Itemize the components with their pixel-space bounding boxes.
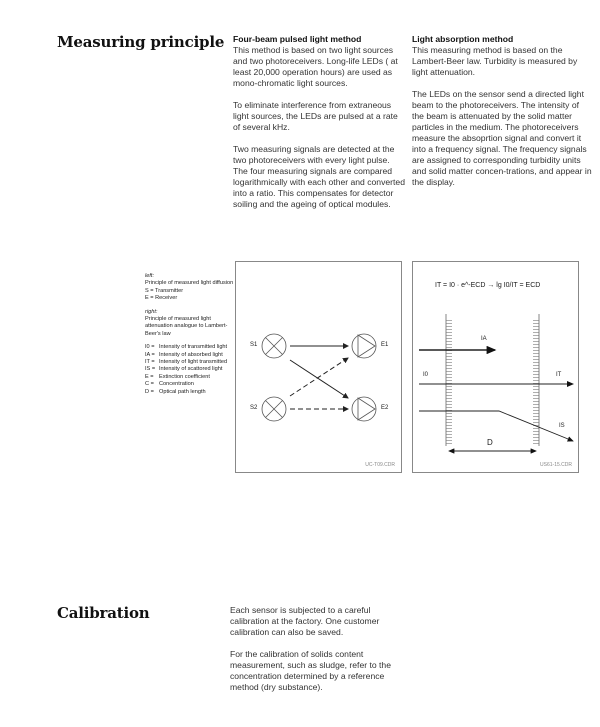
calibration-paragraph: Each sensor is subjected to a careful calibration at the factory. One customer calibration can also be saved. (230, 605, 380, 637)
four-beam-column (233, 34, 405, 221)
section-title-calibration: Calibration (57, 604, 150, 622)
legend-row (145, 359, 227, 366)
legend-right-label: right: (145, 308, 158, 315)
label-e2: E2 (381, 405, 389, 411)
absorption-column (412, 34, 592, 199)
legend-left-s: S = Transmitter (145, 287, 184, 294)
left-wall-icon (446, 314, 452, 446)
absorption-heading: Light absorption method (412, 34, 514, 44)
attenuation-schematic (413, 262, 578, 472)
legend-row (145, 374, 227, 381)
receiver-e2-icon (352, 397, 376, 421)
figure-caption: US61-15.CDR (540, 462, 572, 468)
legend-value: Intensity of absorbed light (159, 351, 223, 358)
legend-value: Intensity of light transmitted (159, 359, 228, 366)
beam-scattered (419, 411, 573, 441)
legend-key: IA = (145, 351, 155, 358)
diagram-light-diffusion (235, 261, 402, 473)
legend-value: Intensity of transmitted light (159, 344, 228, 351)
lambert-beer-formula: IT = I0 · e^-ECD → lg I0/IT = ECD (435, 282, 541, 289)
legend-left-desc: Principle of measured light diffusion (145, 280, 234, 287)
label-it: IT (556, 372, 562, 378)
legend-right-desc: Principle of measured light attenuation analogue to Lambert-Beer's law (145, 316, 228, 337)
figure-legend (145, 273, 240, 396)
legend-value: Extinction coefficient (159, 373, 210, 380)
label-ia: IA (481, 336, 487, 342)
label-s2: S2 (250, 405, 258, 411)
label-s1: S1 (250, 342, 258, 348)
legend-value: Optical path length (159, 388, 206, 395)
legend-row (145, 352, 227, 359)
label-d: D (487, 438, 493, 447)
diagram-light-attenuation (412, 261, 579, 473)
legend-key: D = (145, 388, 154, 395)
four-beam-paragraph: This method is based on two light sources and two photoreceivers. Long-life LEDs ( at least 20,000 operation hours) are used as mono-chromatic light sources. (233, 45, 398, 88)
receiver-e1-icon (352, 334, 376, 358)
beam-s2-e1 (290, 358, 348, 396)
legend-row (145, 366, 227, 373)
four-beam-heading: Four-beam pulsed light method (233, 34, 362, 44)
diffusion-schematic (236, 262, 401, 472)
absorption-paragraph: The LEDs on the sensor send a directed light beam to the photoreceivers. The intensity of the beam is attenuated by the solid matter particles in the medium. The photoreceivers measure the absoprtion signal and convert it into a frequency signal. The frequency signals are assigned to corresponding turbidity units and solid matter concen-trations, and appear in the display. (412, 89, 592, 187)
legend-value: Intensity of scattored light (159, 366, 223, 373)
legend-key: C = (145, 381, 154, 388)
legend-row (145, 381, 227, 388)
four-beam-paragraph: Two measuring signals are detected at the two photoreceivers with every light pulse. The four measuring signals are compared logarithmically with each other and converted into a ratio. This compensates for detector soiling and the ageing of optical modules. (233, 144, 405, 209)
label-e1: E1 (381, 342, 389, 348)
legend-key: IS = (145, 366, 156, 373)
legend-key: E = (145, 373, 154, 380)
legend-value: Concentration (159, 381, 194, 388)
legend-row (145, 389, 227, 396)
section-title-measuring-principle: Measuring principle (57, 33, 225, 51)
beam-s1-e2 (290, 360, 348, 398)
legend-left-e: E = Receiver (145, 295, 178, 302)
legend-left-label: left: (145, 273, 155, 279)
legend-row (145, 344, 227, 351)
calibration-paragraph: For the calibration of solids content measurement, such as sludge, refer to the concentration determined by a reference method (dry substance). (230, 649, 391, 692)
label-i0: I0 (423, 372, 429, 378)
legend-symbol-table (145, 344, 227, 396)
transmitter-s2-icon (262, 397, 286, 421)
label-is: IS (559, 423, 565, 429)
figure-caption: UC-T09.CDR (365, 462, 395, 468)
legend-key: I0 = (145, 344, 155, 351)
absorption-paragraph: This measuring method is based on the Lambert-Beer law. Turbidity is measured by light attenuation. (412, 45, 578, 77)
calibration-column (230, 605, 402, 704)
transmitter-s1-icon (262, 334, 286, 358)
legend-key: IT = (145, 359, 155, 366)
four-beam-paragraph: To eliminate interference from extraneous light sources, the LEDs are pulsed at a rate of several kHz. (233, 100, 398, 132)
